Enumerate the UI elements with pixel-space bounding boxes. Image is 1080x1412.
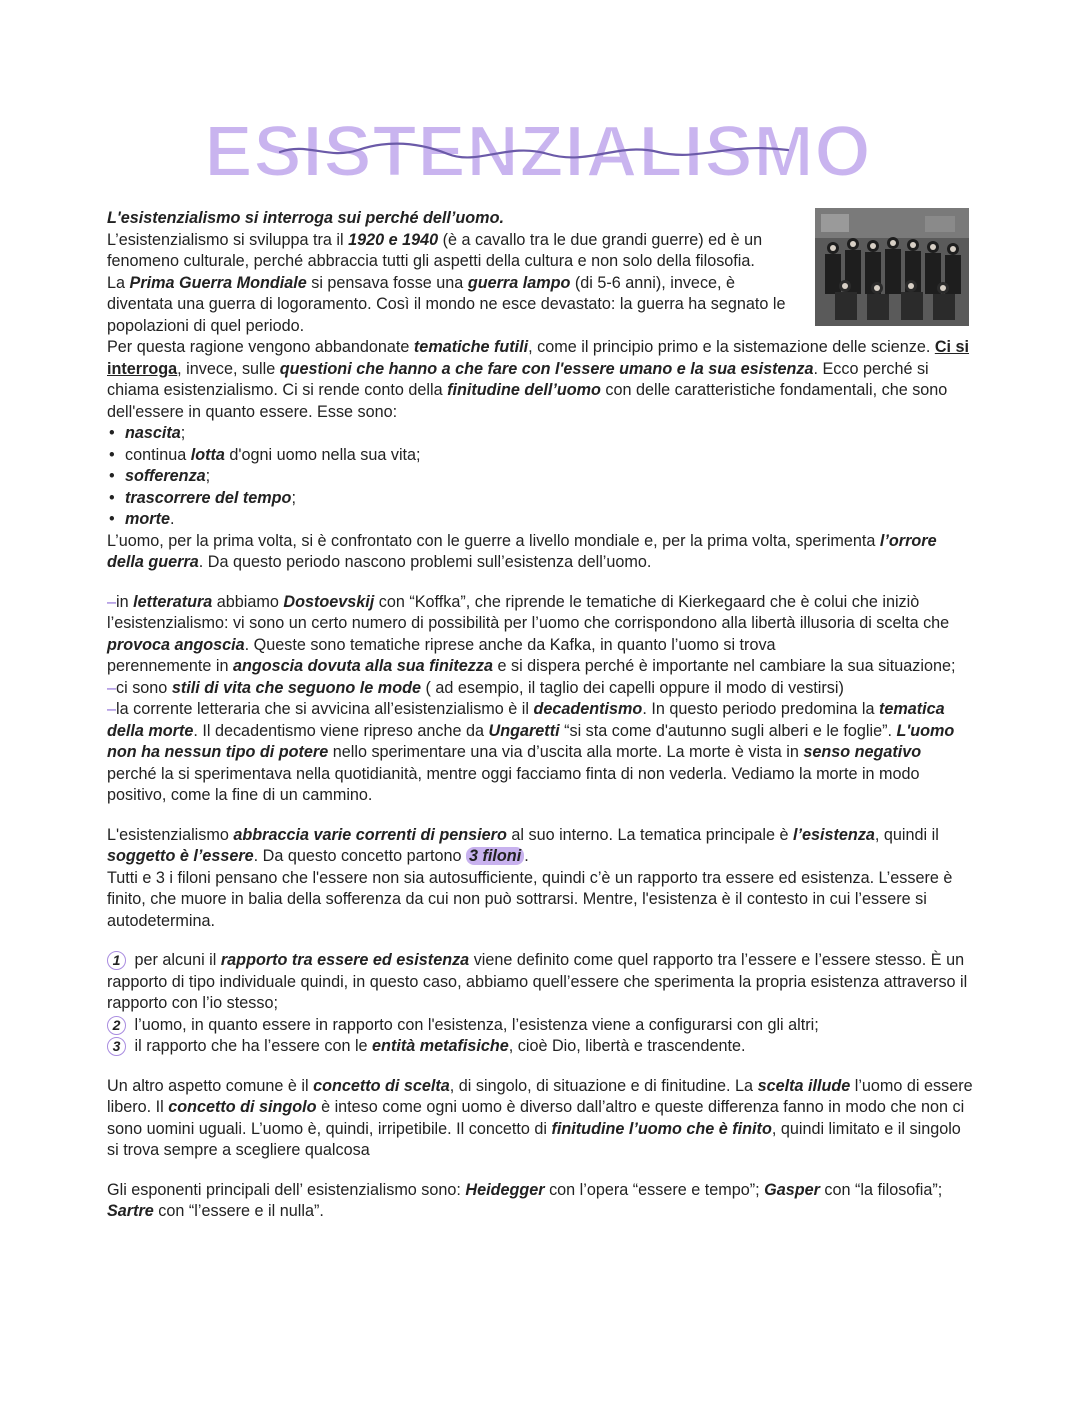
title-text: ESISTENZIALISMO [204, 112, 872, 192]
intro-dates: L’esistenzialismo si sviluppa tra il 1920 e 1940 (è a cavallo tra le due grandi guerre) ed è un fenomeno culturale, perché abbraccia tutti gli aspetti della cultura e non solo della filosofia. [107, 230, 763, 270]
lifestyle-paragraph: –ci sono stili di vita che seguono le mode ( ad esempio, il taglio dei capelli oppure il modo di vestirsi) [107, 678, 844, 697]
characteristics-list [107, 423, 975, 531]
list-item: • nascita; [107, 423, 975, 445]
filone-1: 1 per alcuni il rapporto tra essere ed esistenza viene definito come quel rapporto tra l’essere e l’essere stesso. È un rapporto di tipo individuale quindi, in questo caso, abbiamo quell’essere che sperimenta la propria esistenza attraverso il rapporto con l’io stesso; [107, 951, 968, 1012]
decadentism-paragraph: –la corrente letteraria che si avvicina all’esistenzialismo è il decadentismo. In questo periodo predomina la tematica della morte. Il decadentismo viene ripreso anche da Ungaretti “si sta come d'autunno sugli alberi e le foglie”. L'uomo non ha nessun tipo di potere nello sperimentare una via d’uscita alla morte. La morte è vista in senso negativo perché la si sperimentava nella quotidianità, mentre oggi facciamo finta di non vederla. Vediamo la morte in modo positivo, come la fine di un cammino. [107, 700, 955, 804]
after-list-paragraph: L’uomo, per la prima volta, si è confrontato con le guerre a livello mondiale e, per la prima volta, sperimenta l’orrore della guerra. Da questo periodo nascono problemi sull’esistenza dell’uomo. [107, 531, 937, 571]
title-lettering [204, 112, 872, 192]
intro-heading: L'esistenzialismo si interroga sui perché dell’uomo. [107, 209, 504, 227]
filone-3: 3 il rapporto che ha l’essere con le entità metafisiche, cioè Dio, libertà e trascendente. [107, 1036, 975, 1058]
list-item: • continua lotta d'ogni uomo nella sua vita; [107, 445, 975, 467]
list-item: • sofferenza; [107, 466, 975, 488]
document-body [107, 208, 975, 1223]
currents-paragraph: L'esistenzialismo abbraccia varie correnti di pensiero al suo interno. La tematica principale è l’esistenza, quindi il soggetto è l’essere. Da questo concetto partono 3 filoni . [107, 825, 939, 865]
circled-number-2: 2 [107, 1016, 126, 1035]
literature-continuation: perennemente in angoscia dovuta alla sua finitezza e si dispera perché è importante nel cambiare la sua situazione; [107, 657, 956, 675]
filone-2: 2 l’uomo, in quanto essere in rapporto con l'esistenza, l’esistenza viene a configurarsi con gli altri; [107, 1015, 975, 1037]
currents-continuation: Tutti e 3 i filoni pensano che l'essere non sia autosufficiente, quindi c’è un rapporto tra essere ed esistenza. L’essere è finito, che muore in balia della sofferenza da cui non può sottrarsi. Mentre, l'esistenza è il contesto in cui l’essere si autodetermina. [107, 868, 953, 930]
exponents-paragraph: Gli esponenti principali dell’ esistenzialismo sono: Heidegger con l’opera “essere e tempo”; Gasper con “la filosofia”; Sartre con “l’essere e il nulla”. [107, 1180, 943, 1220]
choice-paragraph: Un altro aspetto comune è il concetto di scelta, di singolo, di situazione e di finitudine. La scelta illude l’uomo di essere libero. Il concetto di singolo è inteso come ogni uomo è diverso dall’altro e queste differenza fanno in modo che non ci sono uomini uguali. L’uomo è, quindi, irripetibile. Il concetto di finitudine l’uomo che è finito, quindi limitato e il singolo si trova sempre a scegliere qualcosa [107, 1076, 973, 1159]
list-item: • morte. [107, 509, 975, 531]
circled-number-3: 3 [107, 1037, 126, 1056]
intro-war: La Prima Guerra Mondiale si pensava fosse una guerra lampo (di 5-6 anni), invece, è diventata una guerra di logoramento. Così il mondo ne esce devastato: la guerra ha segnato le popolazioni di quel periodo. [107, 273, 786, 335]
page-title [204, 112, 872, 192]
intro-reason: Per questa ragione vengono abbandonate tematiche futili, come il principio primo e la sistemazione delle scienze. Ci si interroga, invece, sulle questioni che hanno a che fare con l'essere umano e la sua esistenza. Ecco perché si chiama esistenzialismo. Ci si rende conto della finitudine dell’uomo con delle caratteristiche fondamentali, che sono dell'essere in quanto essere. Esse sono: [107, 338, 970, 421]
circled-number-1: 1 [107, 951, 126, 970]
list-item: • trascorrere del tempo; [107, 488, 975, 510]
highlight-3-filoni: 3 filoni [466, 847, 524, 865]
literature-paragraph: –in letteratura abbiamo Dostoevskij con “Koffka”, che riprende le tematiche di Kierkegaard che è colui che iniziò l’esistenzialismo: vi sono un certo numero di possibilità per l’uomo che corrispondono alla libertà illusoria di scelta che provoca angoscia. Queste sono tematiche riprese anche da Kafka, in quanto l’uomo si trova [107, 592, 950, 654]
